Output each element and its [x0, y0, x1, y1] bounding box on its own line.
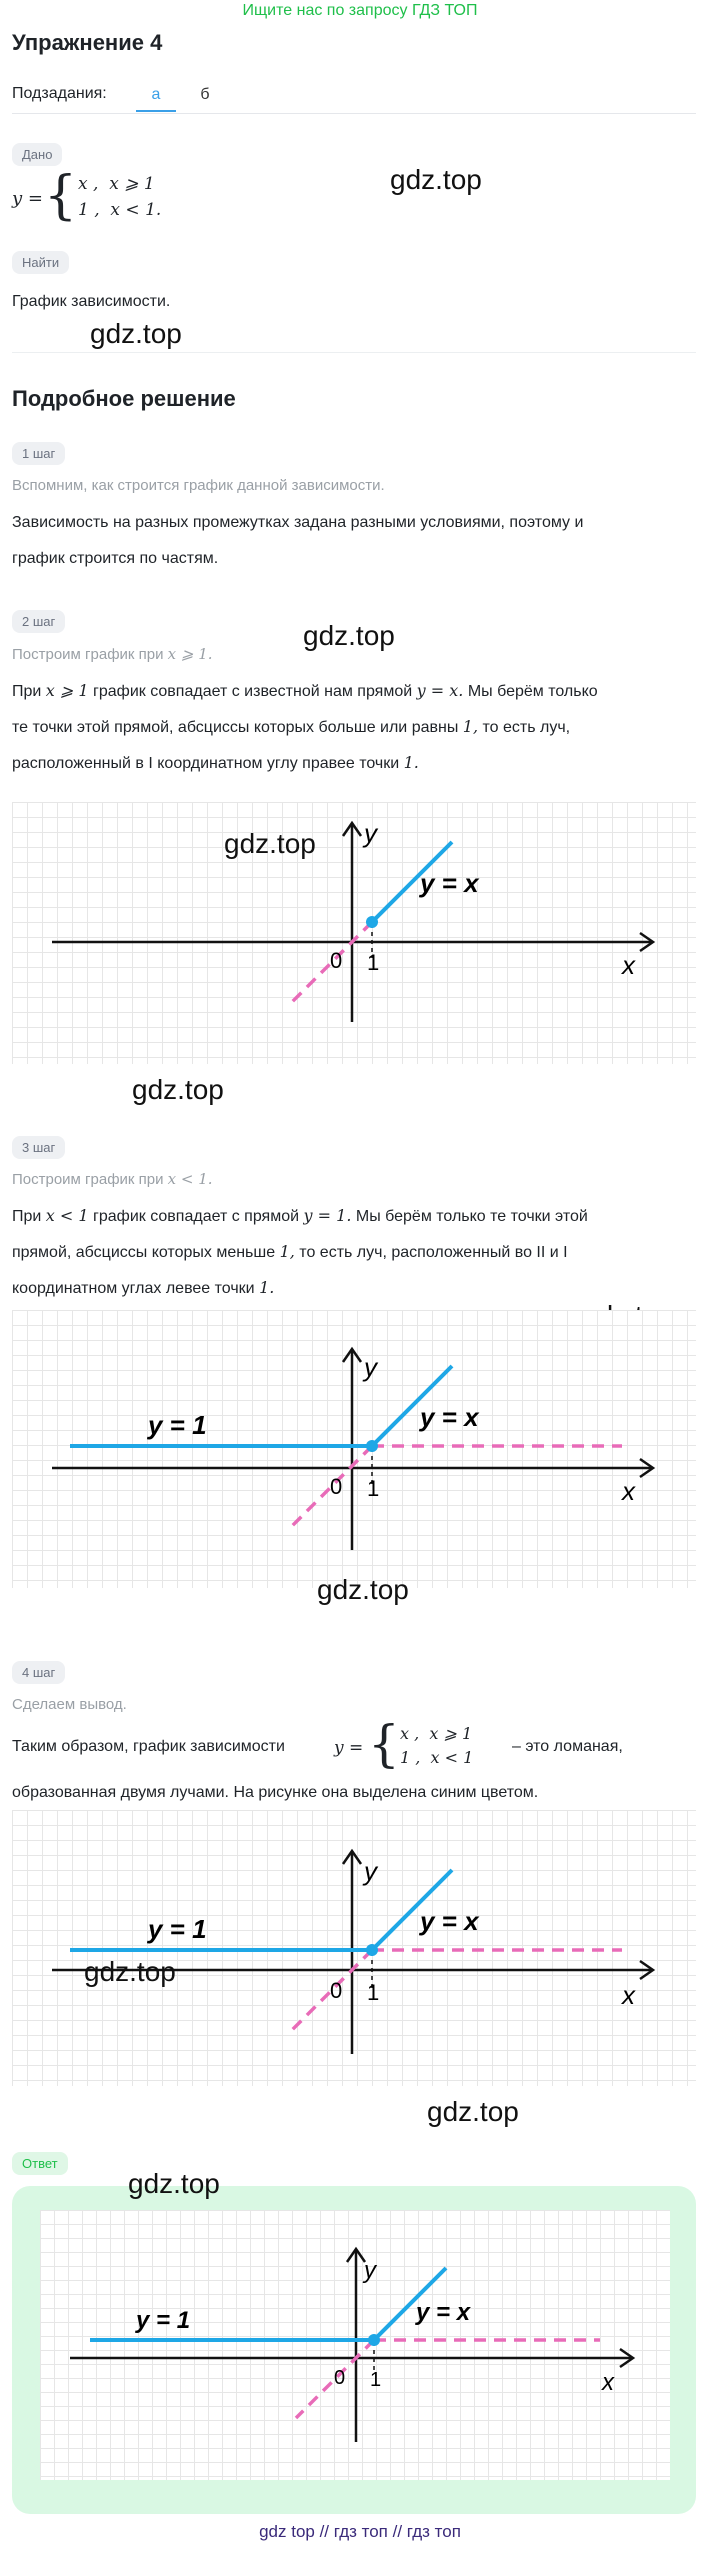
text: Построим график при	[12, 1171, 164, 1188]
line-label-y-eq-x: y = x	[420, 1402, 479, 1432]
step-1-pill: 1 шаг	[12, 442, 65, 465]
one-label: 1	[367, 950, 380, 975]
math: 1,	[279, 1242, 295, 1261]
step-3-hint	[12, 1170, 213, 1188]
step-2-line2	[12, 709, 702, 746]
text: то есть луч,	[482, 719, 571, 736]
math: y = 1.	[303, 1206, 352, 1225]
brace: {	[368, 1715, 400, 1773]
math: 1 , x < 1	[400, 1748, 474, 1767]
point-1-1	[366, 1944, 378, 1956]
graph-step-2	[12, 802, 696, 1064]
step-4-line2: образованная двумя лучами. На рисунке она выделена синим цветом.	[12, 1784, 539, 1801]
step-2-line1	[12, 673, 702, 710]
line-label-y-eq-1: y = 1	[148, 1914, 207, 1944]
step-2-hint-text: Построим график при	[12, 646, 164, 663]
find-text: График зависимости.	[12, 293, 171, 310]
step-3-line2	[12, 1234, 702, 1271]
step-2-pill: 2 шаг	[12, 610, 65, 633]
point-1-1	[366, 1440, 378, 1452]
given-pill: Дано	[12, 143, 62, 166]
step-1-text-line2: график строится по частям.	[12, 550, 219, 567]
line-label-y-eq-x: y = x	[420, 868, 479, 898]
math: 1.	[403, 753, 419, 772]
math: x ⩾ 1	[45, 681, 89, 700]
y-label: y	[364, 1352, 377, 1382]
x-label: x	[602, 2369, 614, 2396]
text: те точки этой прямой, абсциссы которых больше или равны	[12, 719, 459, 736]
graph-step-3-svg	[12, 1310, 696, 1588]
tab-a[interactable]: а	[136, 80, 176, 112]
text: При	[12, 683, 42, 700]
watermark: gdz.top	[303, 620, 395, 651]
y-label: y	[364, 1856, 377, 1886]
one-label: 1	[370, 2369, 382, 2391]
tabs-divider	[12, 113, 696, 114]
math: x < 1.	[167, 1170, 213, 1188]
math: x < 1	[45, 1206, 89, 1225]
text: график совпадает с прямой	[93, 1208, 300, 1225]
given-brace: {	[44, 166, 78, 226]
answer-graph	[40, 2210, 670, 2480]
watermark: gdz.top	[90, 318, 182, 349]
origin-label: 0	[330, 948, 343, 973]
subtasks-label: Подзадания:	[12, 85, 107, 102]
text: Мы берём только	[467, 683, 598, 700]
text: Мы берём только те точки этой	[355, 1208, 588, 1225]
step-4-pill: 4 шаг	[12, 1661, 65, 1684]
text: Таким образом, график зависимости	[12, 1738, 285, 1755]
graph-step-4-svg	[12, 1810, 696, 2086]
x-label: x	[622, 1980, 635, 2010]
tab-b[interactable]: б	[200, 86, 210, 103]
watermark: gdz.top	[317, 1574, 409, 1605]
math: y =	[334, 1738, 364, 1758]
one-label: 1	[367, 1980, 380, 2005]
origin-label: 0	[334, 2367, 346, 2389]
watermark: gdz.top	[224, 828, 316, 859]
step-3-pill: 3 шаг	[12, 1136, 65, 1159]
watermark: gdz.top	[128, 2168, 220, 2199]
point-1-1	[368, 2334, 380, 2346]
line-label-y-eq-x: y = x	[420, 1906, 479, 1936]
origin-label: 0	[330, 1978, 343, 2003]
given-lhs: y =	[12, 188, 43, 209]
math: x , x ⩾ 1	[400, 1724, 473, 1743]
watermark: gdz.top	[390, 164, 482, 195]
line-label-y-eq-1: y = 1	[136, 2307, 191, 2334]
divider	[12, 352, 696, 353]
solution-title: Подробное решение	[12, 386, 236, 411]
text: – это ломаная,	[512, 1738, 623, 1755]
origin-label: 0	[330, 1474, 343, 1499]
step-2-line3	[12, 745, 702, 782]
watermark: gdz.top	[132, 1074, 224, 1105]
text: то есть луч, расположенный во II и I	[299, 1244, 568, 1261]
page-title: Упражнение 4	[12, 30, 163, 55]
given-formula	[12, 166, 212, 230]
given-case-2: 1 , x < 1.	[78, 200, 162, 220]
math: 1,	[462, 717, 479, 736]
given-case-1: x , x ⩾ 1	[78, 174, 155, 194]
step-1-text-line1: Зависимость на разных промежутках задана разными условиями, поэтому и	[12, 514, 584, 531]
text: расположенный в I координатном углу правее точки	[12, 755, 400, 772]
math: 1.	[259, 1278, 275, 1297]
step-2-hint-math: x ⩾ 1.	[167, 645, 213, 663]
watermark: gdz.top	[427, 2096, 519, 2127]
x-label: x	[622, 1476, 635, 1506]
top-banner[interactable]: Ищите нас по запросу ГДЗ ТОП	[242, 2, 478, 19]
find-pill: Найти	[12, 251, 69, 274]
math: y = x.	[416, 681, 464, 700]
step-2-hint	[12, 645, 213, 663]
one-label: 1	[367, 1476, 380, 1501]
step-1-hint: Вспомним, как строится график данной зависимости.	[12, 477, 385, 494]
watermark: gdz.top	[84, 1956, 176, 1987]
step-4-line1	[12, 1715, 702, 1774]
text: график совпадает с известной нам прямой	[93, 683, 413, 700]
line-label-y-eq-x: y = x	[416, 2299, 471, 2326]
graph-step-2-svg	[12, 802, 696, 1064]
step-3-line1	[12, 1198, 702, 1235]
line-label-y-eq-1: y = 1	[148, 1410, 207, 1440]
point-1-1	[366, 916, 378, 928]
answer-graph-svg	[40, 2210, 670, 2480]
graph-step-4	[12, 1810, 696, 2086]
y-label: y	[364, 818, 377, 848]
step-4-hint: Сделаем вывод.	[12, 1696, 127, 1713]
answer-pill: Ответ	[12, 2152, 68, 2175]
x-label: x	[622, 950, 635, 980]
text: прямой, абсциссы которых меньше	[12, 1244, 276, 1261]
graph-step-3	[12, 1310, 696, 1588]
text: При	[12, 1208, 42, 1225]
footer-links[interactable]: gdz top // гдз топ // гдз топ	[259, 2522, 461, 2541]
y-label: y	[364, 2257, 376, 2284]
text: координатном углах левее точки	[12, 1280, 255, 1297]
